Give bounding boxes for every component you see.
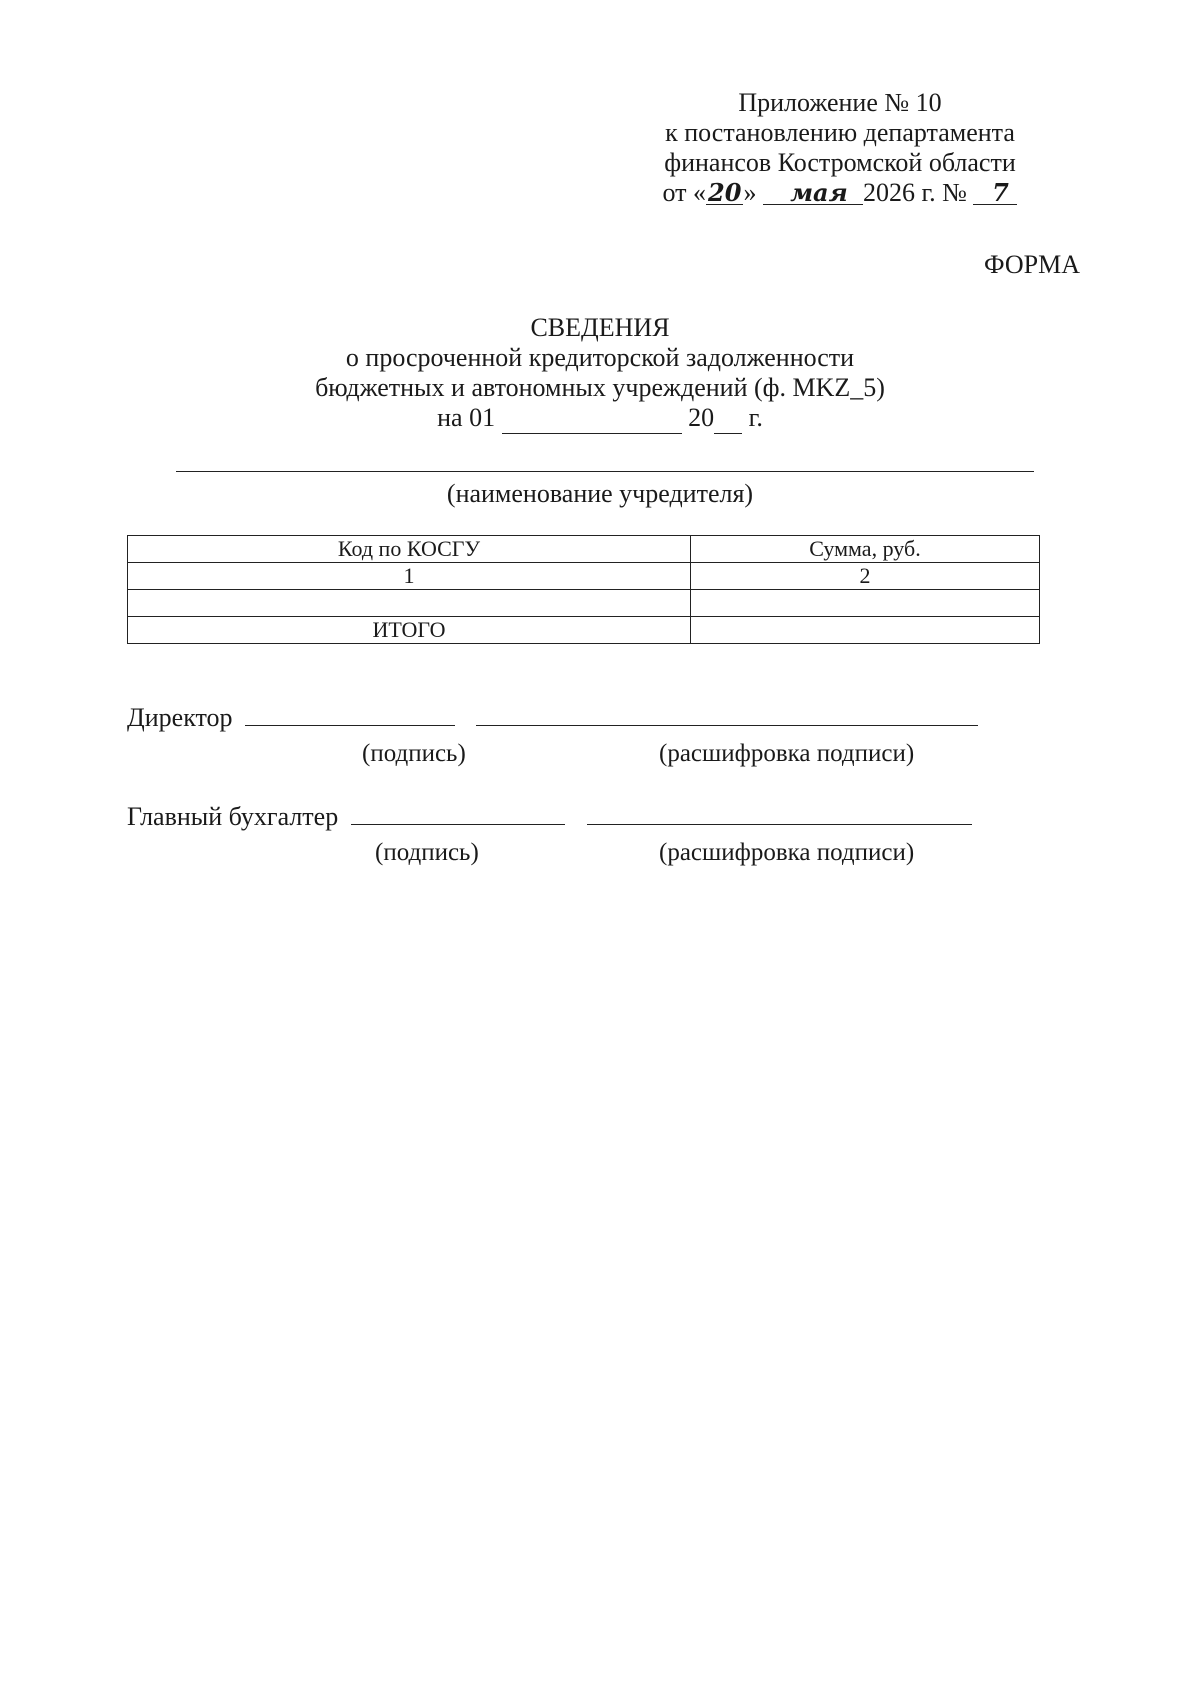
appendix-header [610, 88, 1070, 208]
date-day-field [706, 178, 743, 208]
report-year-blank [714, 403, 742, 434]
appendix-number: Приложение № 10 [738, 88, 942, 117]
column-number-1: 1 [128, 563, 691, 590]
appendix-date-line [610, 178, 1070, 208]
form-label: ФОРМА [984, 250, 1080, 279]
table-header-row [128, 536, 1040, 563]
chief-accountant-decoding-caption: (расшифровка подписи) [659, 839, 915, 866]
director-decoding-line [476, 703, 978, 726]
report-date-prefix: на 01 [437, 403, 496, 432]
director-signature-line [245, 703, 455, 726]
title-block [0, 313, 1200, 434]
chief-accountant-decoding-line [587, 802, 972, 825]
handwritten-month: мая [790, 178, 848, 207]
date-mid: » [743, 178, 757, 207]
director-decoding-caption: (расшифровка подписи) [659, 740, 915, 767]
report-date-line [0, 403, 1200, 434]
total-value [691, 617, 1040, 644]
date-month-field [763, 178, 863, 208]
table-cell-kosgu [128, 590, 691, 617]
chief-accountant-signature-caption: (подпись) [375, 839, 479, 866]
table-cell-amount [691, 590, 1040, 617]
appendix-department-line: финансов Костромской области [664, 148, 1016, 177]
table-column-numbers-row [128, 563, 1040, 590]
header-kosgu-code: Код по КОСГУ [128, 536, 691, 563]
director-signature-caption: (подпись) [362, 740, 466, 767]
date-prefix: от « [662, 178, 707, 207]
report-year-prefix: 20 [688, 403, 715, 432]
document-subtitle-1: о просроченной кредиторской задолженности [345, 343, 855, 372]
report-year-suffix: г. [748, 403, 763, 432]
report-month-blank [502, 403, 682, 434]
document-subtitle-2: бюджетных и автономных учреждений (ф. MKZ_5) [315, 373, 885, 402]
founder-caption: (наименование учредителя) [446, 479, 754, 508]
total-label: ИТОГО [128, 617, 691, 644]
date-year: 2026 г. № [862, 178, 967, 207]
chief-accountant-label: Главный бухгалтер [127, 802, 339, 831]
header-amount: Сумма, руб. [691, 536, 1040, 563]
founder-name-line [176, 471, 1034, 472]
table-row [128, 590, 1040, 617]
column-number-2: 2 [691, 563, 1040, 590]
doc-number-field [973, 178, 1017, 208]
handwritten-day: 20 [708, 178, 742, 207]
chief-accountant-signature-line [351, 802, 565, 825]
chief-accountant-signature-row [127, 802, 972, 832]
director-label: Директор [127, 703, 233, 732]
table-total-row [128, 617, 1040, 644]
creditor-debt-table [127, 535, 1040, 644]
document-heading: СВЕДЕНИЯ [530, 313, 670, 342]
director-signature-row [127, 703, 978, 733]
handwritten-number: 7 [992, 178, 1009, 207]
appendix-decree-line: к постановлению департамента [665, 118, 1015, 147]
